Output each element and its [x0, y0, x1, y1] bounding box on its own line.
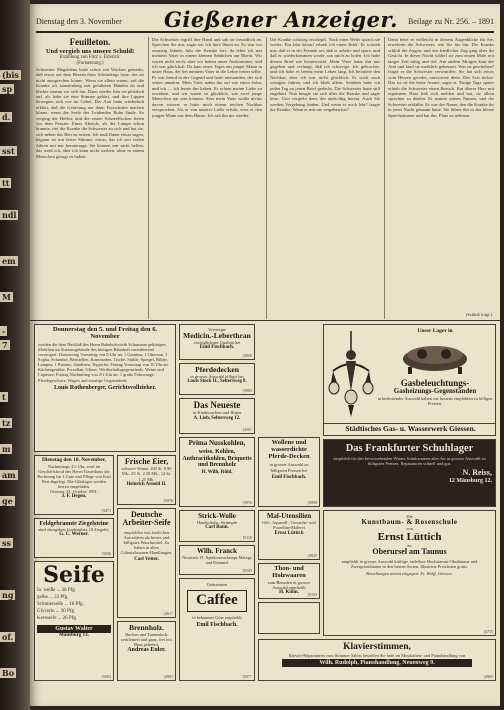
- horse-blanket-ad: [179, 363, 255, 395]
- auction-ad: [34, 324, 176, 452]
- ad-text: Nachmittags 2½ Uhr, wird im Geschäftslocal des Herrn Trauerhaus die Rechnung für 1 Gute und Pflege von Karl Bett abgelegt. Die Gläubiger werden hierzu eingeladen.: [37, 463, 111, 490]
- masthead: [36, 9, 494, 33]
- ad-signature: H. Wilh. Rühl.: [201, 470, 233, 476]
- ad-number: [4755: [483, 629, 493, 634]
- ad-signature: Carl Vetter.: [134, 557, 159, 563]
- ad-number: [4829: [307, 553, 317, 558]
- spine-fragment: ss: [2, 538, 12, 548]
- ad-text: schwere Waare, 100 St. 9.90 Mk., 25 St. 2.50 Mk., 12 St. 1.25 Mk.: [121, 466, 172, 482]
- ad-owner: Ernst Lüttich: [377, 530, 442, 543]
- gas-lighting-ad: [323, 324, 496, 436]
- ad-text: Buchen und Tannenholz zerkleinert und ganz, frei in's Haus geliefert.: [120, 631, 173, 648]
- ad-heading: Das Neueste: [193, 400, 241, 410]
- spine-fragment: ndl: [2, 210, 17, 220]
- ad-signature: Carl Bonn.: [205, 525, 229, 531]
- ad-heading: Dienstag den 10. November,: [41, 457, 107, 463]
- firewood-ad: [117, 621, 176, 681]
- ad-heading: Medicin.-Leberthran: [183, 331, 251, 341]
- ad-heading-2: Gasheizungs-Gegenständen: [393, 387, 477, 396]
- spine-fragment: t: [2, 392, 6, 402]
- story-title: Und vergieb uns unsere Schuld!: [45, 48, 135, 55]
- ad-heading: Klavierstimmen,: [343, 642, 411, 652]
- ad-number: [5105: [242, 568, 252, 573]
- ad-number: [4301: [242, 427, 252, 432]
- ad-text: weiss. Kohlen, Anthracitkohlen, Briquetts und Brennholz: [182, 449, 252, 468]
- ad-text: Neustadt 19. Aprikosenschnaps Malaga und Kümmel: [182, 555, 252, 566]
- ad-signature: H. Kühn.: [279, 589, 299, 595]
- ad-kicker: Vereinigte: [207, 327, 227, 332]
- spine-fragment: sp: [2, 84, 13, 94]
- ad-town: Oberursel am Taunus: [372, 547, 447, 557]
- spine-fragment: -: [2, 326, 6, 336]
- ad-kicker: Gebrannten: [206, 582, 228, 587]
- ad-text: zum Bemalen in grosser Auswahl empfiehlt: [267, 579, 311, 590]
- ad-heading: Prima Nusskohlen,: [188, 439, 246, 447]
- text-column-2: [152, 37, 262, 319]
- ad-signature: Gustav Walter: [37, 625, 111, 633]
- ad-number: [5076: [163, 498, 173, 503]
- coffee-ad: [179, 578, 255, 681]
- gas-stove-illustration: [400, 339, 470, 375]
- ad-signature: Emil Fischbach.: [199, 345, 235, 351]
- spine-fragment: sst: [2, 146, 15, 156]
- ad-number: [4965: [483, 674, 493, 679]
- ad-text: in grosser Auswahl billigst bei: [190, 373, 244, 379]
- book-spine: [0, 0, 30, 710]
- ad-signature: Emil Fischbach.: [196, 621, 238, 628]
- ad-signature: Emil Fischbach.: [271, 474, 307, 480]
- ad-agent: Bestellungen nimmt entgegen: Fr. Wolff, Giessen.: [366, 570, 453, 576]
- spine-fragment: tt: [2, 178, 10, 188]
- continuation-note: (Schluß folgt.): [465, 312, 492, 317]
- bricks-ad: [34, 518, 114, 558]
- ad-heading: Wilh. Franck: [197, 547, 237, 555]
- ad-number: [3976: [242, 500, 252, 505]
- newspaper-page: [30, 4, 500, 706]
- ad-heading: Gasbeleuchtungs-: [400, 377, 470, 388]
- ad-heading: Caffee: [187, 590, 247, 612]
- ad-heading: Feldgebrannte Ziegelsteine: [39, 521, 109, 527]
- price-item: Ia. weiße ... 28 Pfg.: [37, 588, 77, 594]
- cod-liver-oil-ad: [179, 324, 255, 360]
- ad-number: [3471: [101, 508, 111, 513]
- chandelier-illustration: [328, 331, 374, 419]
- column-text: Dann betet er vielleicht in diesem Augenblicke für Sie, erwiderte die Schwester, wie Sie für ihn. Die Kranke schloß die Augen, und ein friedlicher Zug ging über ihr Gesicht. In dieser Nacht schlief sie zum ersten Male seit langer Zeit ruhig und tief. Am andern Morgen kam der Arzt und fand sie merklich gebessert. Was ist geschehen? fragte er die Schwester verwundert. Sie hat sich etwas vom Herzen geredet, antwortete diese. Der Arzt nickte. Das ist oft die beste Arznei, sagte er. Einige Tage später erhielt die Schwester einen Besuch. Ein älterer Herr mit ergrautem Haar ließ sich melden und bat, sie allein sprechen zu dürfen. Er nannte seinen Namen, und die Schwester erblaßte. Es war der Name, den die Kranke ihr in jener Nacht genannt hatte. Sie führte ihn in das kleine Sprechzimmer und bat ihn, Platz zu nehmen.: [388, 37, 494, 118]
- ad-signature: Ernst Lüttich: [274, 530, 304, 536]
- ad-text: in bedeutender Auswahl halten wir bestens empfohlen zu billigen Preisen.: [377, 395, 493, 406]
- ad-number: [5116: [242, 535, 252, 540]
- spine-fragment: of.: [2, 632, 14, 642]
- soap-ad: [117, 508, 176, 618]
- ad-signature: Louis Rothenberger, Gerichtsvollzieher.: [54, 384, 156, 391]
- coal-ad: [179, 437, 255, 507]
- eggs-ad: [117, 455, 176, 505]
- ad-heading: Seife: [43, 562, 105, 588]
- ad-text: in Kindersachen und Hüten: [192, 410, 242, 416]
- spine-fragment: (bis: [2, 70, 19, 80]
- ad-signature: J. F. Degen.: [61, 494, 87, 500]
- column-rule: [266, 37, 267, 319]
- spine-fragment: d.: [2, 112, 11, 122]
- column-rule: [148, 37, 149, 319]
- ad-number: [4860: [242, 353, 252, 358]
- feuilleton-heading: Feuilleton.: [69, 37, 111, 47]
- ad-heading: Frische Eier,: [124, 457, 169, 466]
- gas-works-name: Städtisches Gas- u. Wasserwerk Giessen.: [324, 423, 496, 433]
- paint-supplies-ad: [258, 510, 320, 560]
- text-column-3: [270, 37, 380, 319]
- newest-ad: [179, 398, 255, 434]
- ad-number: [5099: [307, 500, 317, 505]
- ad-text: Handschuhe, Strümpfe: [196, 520, 238, 526]
- ad-heading: Mal-Utensilien: [266, 512, 312, 520]
- ad-text: sind abzugeben Lindenplatz 10 Ziegelei.: [38, 527, 110, 533]
- notice-ad: [34, 455, 114, 515]
- price-item: Kernseife ... 26 Pfg.: [37, 616, 78, 622]
- spine-fragment: em: [2, 256, 16, 266]
- text-column-4: [388, 37, 494, 319]
- ad-kicker: Unser Lager in: [417, 328, 453, 334]
- ad-kicker: Die: [406, 514, 413, 519]
- ad-signature: Heinrich Arnold II.: [126, 481, 167, 487]
- ad-text: Klavier-Reparaturen vom Stimmer Sabin, bestellen Sie bitte im Musikalien- und Pianohandlung von: [288, 652, 466, 658]
- ad-address: 12 Mäusburg 12.: [448, 477, 492, 484]
- soap-price-ad: [34, 561, 114, 681]
- ad-signature: G. C. Werner.: [59, 532, 89, 538]
- spine-fragment: m: [2, 444, 11, 454]
- ad-number: [5030: [101, 551, 111, 556]
- ad-text: vorzüglichster Qualität bei: [193, 339, 241, 345]
- ad-text: empfohlen von ärztlichen Autoritäten als bestes und billigstes Waschmittel. Zu haben in allen Colonialwaaren-Handlungen.: [120, 529, 173, 556]
- ad-heading: Donnerstag den 5. und Freitag den 6. November: [52, 326, 158, 340]
- spine-fragment: M: [2, 292, 11, 302]
- spine-fragment: Bo: [2, 668, 15, 678]
- ad-text: werden die dem Nachlaß des Herrn Bahnhofswirth Schumann gehörigen Mobilien im Stationsgebäude des hiesigen Bahnhofs meistbietend versteigert: Donnerstag Vormittag von 9 Uhr an: 1 Garnitur, 1 Ottoman, 1 Sopha, Schränke, Bettstellen, Kommoden, Tische, Stühle, Spiegel, Bilder, Lampen, 1 Pianino, Gardinen, Teppiche; Freitag Vormittag von 10 Uhr an: Küchengeräthe, Porzellan, Gläser, Wirthschaftsgegenstände, Weine und Liqueure. Freitag Nachmittag von 2½ Uhr an: 1 große Fuhrwaage, Pferdegeschirre, Wagen und sonstige Gegenstände.: [38, 341, 169, 383]
- piano-tuning-ad: [258, 639, 496, 681]
- column-text: Schwester Magdalena hatte schon seit Wochen gemerkt, daß etwas auf dem Herzen ihres Schützlings laste, das sie nicht aussprechen könne. Wenn sie allein waren, saß die Kranke oft stundenlang mit gefalteten Händen da und blickte stumm vor sich hin. Dann wieder fuhr sie plötzlich auf, als habe sie eine Stimme gehört, und ihre Lippen bewegten sich wie im Gebet. Der Arzt hatte wiederholt erklärt, daß die Genesung nur dann Fortschritte machen könne, wenn die Seele der Leidenden Ruhe fände. So verging der Herbst, und die ersten Schneeflocken fielen vor dem Fenster. Eines Abends, als die Lampe schon brannte, rief die Kranke die Schwester zu sich und bat sie, sich neben das Bett zu setzen. Ich muß Ihnen etwas sagen, begann sie mit leiser Stimme, etwas, das ich seit vielen Jahren mit mir herumtrage. Sie können mir nicht helfen, das weiß ich, aber ich kann nicht sterben, ohne es einem Menschen gesagt zu haben.: [36, 67, 144, 159]
- ad-text: in bekannter Güte empfiehlt: [192, 614, 242, 620]
- ad-heading: Pferdedecken: [195, 365, 239, 374]
- nursery-ad: [323, 510, 496, 636]
- spine-fragment: tz: [2, 418, 11, 428]
- ad-text: in grosser Auswahl zu billigsten Preisen bei: [269, 462, 309, 473]
- ad-signature: Wilh. Rudolph, Pianohandlung, Neuenweg 9.: [282, 659, 472, 667]
- issue-number: Beilage zu Nr. 256. – 1891: [408, 17, 494, 26]
- ad-signature: N. Reiss,: [462, 468, 492, 478]
- ad-address: Mäusburg 13.: [59, 633, 89, 639]
- ad-text: empfiehlt für den bevorstehenden Winter Schuhwaaren aller Art in grosser Auswahl zu billigsten Preisen. Reparaturen schnell und gut.: [333, 456, 486, 467]
- ad-heading: Deutsche Arbeiter-Seife: [122, 510, 171, 528]
- ad-number: [5004: [101, 674, 111, 679]
- wool-blanket-ad: [258, 437, 320, 507]
- column-text: Die Kranke schwieg erschöpft. Nach einer Weile sprach sie weiter: Ein Jahr darauf erhielt ich einen Brief. Er schrieb mir, daß er in der Fremde sei, daß er arbeite und spare, und daß er wiederkommen werde, um mich zu holen. Ich habe diesen Brief nie beantwortet. Mein Vater hatte ihn mir gegeben und verlangt, daß ich schweige. Ich gehorchte, und ich habe es bereut mein Leben lang. Ich heiratete den Nachbar, aber ich war nicht glücklich. Er starb nach wenigen Jahren, und ich blieb allein. Seitdem habe ich jeden Tag an jenen Brief gedacht. Die Schwester hatte still zugehört. Nun beugte sie sich über die Kranke und sagte leise: Gott vergiebt dem, der aufrichtig bereut. Auch Sie werden Vergebung finden. Und wenn er noch lebt? fragte die Kranke. Wenn er mir nie vergeben hat?: [270, 37, 380, 113]
- ad-signature: Andreas Euler.: [127, 647, 166, 654]
- ad-text: empfiehlt in grosser Auswahl kräftige, tadellose Hochstamm-Obstbäume und Zwergobstbäume in den besten Sorten. Illustrirte Preislisten gratis.: [341, 558, 478, 569]
- column-rule: [384, 37, 385, 319]
- ad-heading: Kunstbaum- & Rosenschule: [361, 518, 458, 527]
- newspaper-title: Gießener Anzeiger.: [164, 7, 398, 32]
- ad-date: Giessen, 31. October 1891.: [50, 489, 98, 495]
- spine-fragment: ge: [2, 496, 13, 506]
- ad-number: [5077: [242, 674, 252, 679]
- ad-heading: Strick-Wolle: [198, 512, 236, 520]
- shoe-store-ad: [323, 439, 496, 507]
- text-column-1: [36, 37, 144, 319]
- ad-text: Oel-, Aquarell-, Gouache- und Porzellan-Malerei: [262, 520, 316, 531]
- ad-number: [5103: [307, 592, 317, 597]
- section-rule: [30, 320, 500, 321]
- ad-number: [4617: [163, 611, 173, 616]
- blank-filler-ad: [258, 602, 320, 634]
- ad-number: [3983: [242, 388, 252, 393]
- ad-signature: Louis Stock II., Seltersweg 8.: [187, 378, 247, 384]
- clay-wood-ad: [258, 563, 320, 599]
- ad-number: [4991: [163, 674, 173, 679]
- ad-heading: Wollene und wasserdichte Pferde-Decken: [268, 439, 310, 460]
- spine-fragment: am: [2, 470, 16, 480]
- ad-heading: Brennholz.: [128, 623, 165, 632]
- ad-heading: Thon- und Holzwaaren: [272, 565, 306, 579]
- price-item: Glycerin ... 30 Pfg.: [37, 609, 76, 615]
- ad-signature: A. Lieb, Seltersweg 12.: [193, 415, 241, 421]
- knitting-wool-ad: [179, 510, 255, 542]
- issue-date: Dienstag den 3. November: [36, 17, 122, 26]
- ad-connector: zu: [407, 543, 412, 549]
- price-item: gelbe ... 22 Pfg.: [37, 595, 69, 601]
- spine-fragment: ng: [2, 590, 14, 600]
- ad-connector: von: [406, 526, 413, 532]
- ad-heading: Das Frankfurter Schuhlager: [345, 443, 474, 454]
- price-item: Schmierseife ... 18 Pfg.: [37, 602, 84, 608]
- column-text: Die Schwester ergriff ihre Hand und sah sie freundlich an. Sprechen Sie nur, sagte sie, ich höre Ihnen zu. Es war vor zwanzig Jahren, fuhr die Kranke fort, da lebte ich mit meinem Vater in einem kleinen Städtchen am Rhein. Wir waren nicht reich, aber wir hatten unser Auskommen, und ich war glücklich. Da kam eines Tages ein junger Mann in unser Haus, der bei meinem Vater in die Lehre treten sollte. Er war fremd in der Gegend und hatte niemanden, der sich seiner annahm. Mein Vater nahm ihn auf wie einen Sohn, und ich — ich lernte ihn lieben. Er schien meine Liebe zu erwidern, und wir waren so glücklich, wie zwei junge Menschen nur sein können. Aber mein Vater wollte nichts davon wissen; er hatte mich einem reichen Nachbar versprochen. Als er von unserer Liebe erfuhr, wies er den jungen Mann aus dem Hause. Ich sah ihn nie wieder.: [152, 37, 262, 118]
- serial-note: (Fortsetzung.): [76, 61, 104, 66]
- story-subtitle: Erzählung von Fritz v. Esterich.: [59, 55, 121, 60]
- liquor-ad: [179, 545, 255, 575]
- spine-fragment: 7: [2, 340, 8, 350]
